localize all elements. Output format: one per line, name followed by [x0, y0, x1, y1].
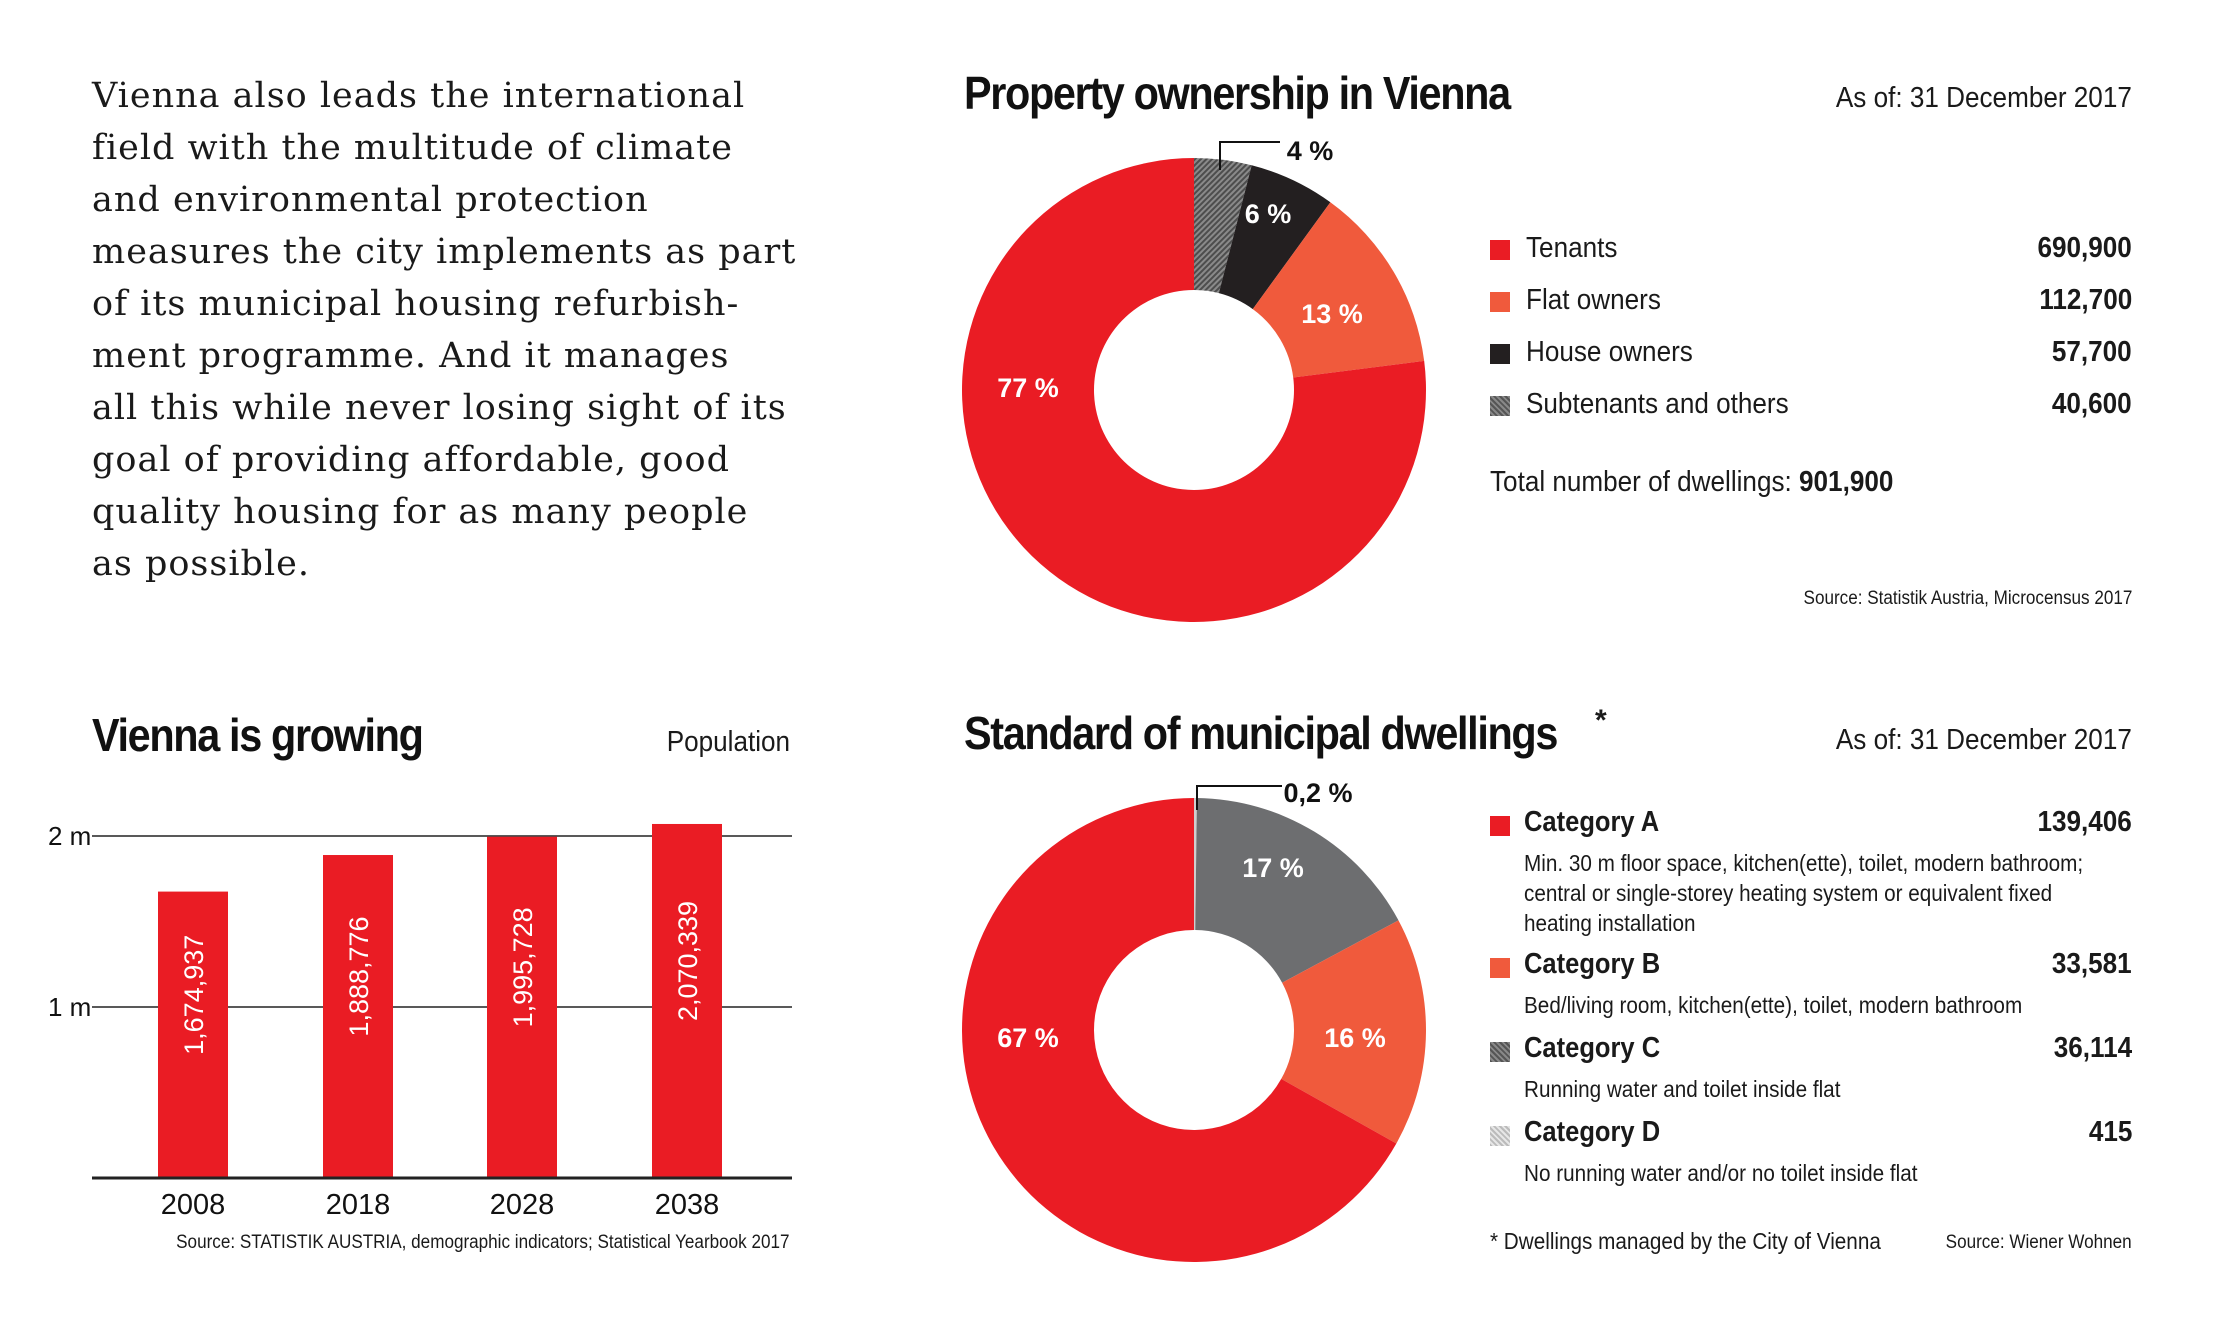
- legend-swatch: [1490, 958, 1510, 978]
- intro-line: ment programme. And it manages: [92, 336, 730, 376]
- ownership-donut: [940, 130, 1440, 650]
- growth-bar-chart: [40, 800, 800, 1240]
- legend-swatch: [1490, 396, 1510, 416]
- x-tick-label: 2028: [489, 1189, 555, 1221]
- x-tick-label: 2038: [654, 1189, 720, 1221]
- x-tick-label: 2018: [325, 1189, 391, 1221]
- ownership-legend-item: [1490, 334, 2132, 374]
- legend-swatch: [1490, 1042, 1510, 1062]
- standard-title: [964, 706, 1557, 760]
- ownership-as-of: As of: 31 December 2017: [1836, 82, 2132, 114]
- slice-label: 6 %: [1244, 199, 1292, 229]
- category-description: No running water and/or no toilet inside flat: [1524, 1160, 1918, 1186]
- legend-swatch: [1490, 240, 1510, 260]
- legend-swatch: [1490, 344, 1510, 364]
- ownership-legend-item: [1490, 386, 2132, 426]
- category-value: 36,114: [2053, 1032, 2132, 1064]
- ownership-source: Source: Statistik Austria, Microcensus 2017: [1803, 588, 2132, 609]
- category-value: 139,406: [2037, 806, 2132, 838]
- category-value: 415: [2088, 1116, 2132, 1148]
- legend-label: Flat owners: [1526, 284, 1661, 316]
- intro-paragraph: [92, 70, 797, 590]
- category-description: Bed/living room, kitchen(ette), toilet, modern bathroom: [1524, 992, 2023, 1018]
- intro-line: measures the city implements as part: [92, 232, 797, 272]
- bar-value-label: 1,995,728: [508, 907, 538, 1028]
- standard-source: Source: Wiener Wohnen: [1946, 1232, 2132, 1253]
- standard-asterisk: *: [1595, 704, 1607, 737]
- slice-label: 16 %: [1324, 1023, 1386, 1053]
- standard-as-of: As of: 31 December 2017: [1836, 724, 2132, 756]
- legend-value: 57,700: [2052, 336, 2132, 368]
- legend-swatch: [1490, 292, 1510, 312]
- bar-value-label: 1,674,937: [179, 934, 209, 1055]
- total-dwellings-label: Total number of dwellings:: [1490, 466, 1792, 498]
- standard-title-text: Standard of municipal dwellings: [964, 707, 1558, 759]
- growth-subtitle: Population: [666, 726, 790, 758]
- category-label: Category C: [1524, 1032, 1661, 1064]
- slice-label: 17 %: [1242, 853, 1304, 883]
- slice-label: 13 %: [1301, 299, 1363, 329]
- y-tick-label: 2 m: [48, 821, 92, 851]
- slice-label: 0,2 %: [1283, 778, 1353, 808]
- legend-label: House owners: [1526, 336, 1693, 368]
- legend-value: 40,600: [2052, 388, 2132, 420]
- category-label: Category B: [1524, 948, 1661, 980]
- ownership-title: Property ownership in Vienna: [964, 67, 1510, 119]
- bar-value-label: 2,070,339: [673, 900, 703, 1022]
- standard-donut: [940, 770, 1440, 1290]
- y-tick-label: 1 m: [48, 992, 92, 1022]
- slice-label: 77 %: [997, 373, 1059, 403]
- category-label: Category D: [1524, 1116, 1661, 1148]
- legend-label: Tenants: [1526, 232, 1618, 264]
- ownership-legend-item: [1490, 282, 2132, 322]
- intro-line: of its municipal housing refurbish-: [92, 284, 740, 324]
- slice-label: 4 %: [1286, 136, 1334, 166]
- legend-value: 690,900: [2037, 232, 2132, 264]
- intro-line: goal of providing affordable, good: [92, 440, 731, 480]
- category-value: 33,581: [2052, 948, 2132, 980]
- intro-line: as possible.: [92, 544, 310, 584]
- intro-line: quality housing for as many people: [92, 492, 749, 532]
- category-label: Category A: [1524, 806, 1660, 838]
- bar-value-label: 1,888,776: [344, 916, 374, 1037]
- standard-footnote: * Dwellings managed by the City of Vienna: [1490, 1228, 1881, 1254]
- total-dwellings: [1490, 466, 1893, 499]
- slice-label: 67 %: [997, 1023, 1059, 1053]
- total-dwellings-value: 901,900: [1799, 466, 1894, 498]
- category-description: Min. 30 m floor space, kitchen(ette), toilet, modern bathroom; central or single-storey heating system or equivalent fixed heating installation: [1524, 850, 2084, 936]
- x-tick-label: 2008: [160, 1189, 226, 1221]
- legend-label: Subtenants and others: [1526, 388, 1789, 420]
- legend-swatch: [1490, 816, 1510, 836]
- category-description: Running water and toilet inside flat: [1524, 1076, 1841, 1102]
- growth-source: Source: STATISTIK AUSTRIA, demographic indicators; Statistical Yearbook 2017: [176, 1232, 790, 1253]
- intro-line: field with the multitude of climate: [92, 128, 733, 168]
- intro-line: Vienna also leads the international: [92, 76, 746, 116]
- intro-line: and environmental protection: [92, 180, 649, 220]
- ownership-legend-item: [1490, 230, 2132, 270]
- intro-line: all this while never losing sight of its: [92, 388, 787, 428]
- legend-swatch: [1490, 1126, 1510, 1146]
- legend-value: 112,700: [2039, 284, 2132, 316]
- growth-title: Vienna is growing: [92, 709, 423, 761]
